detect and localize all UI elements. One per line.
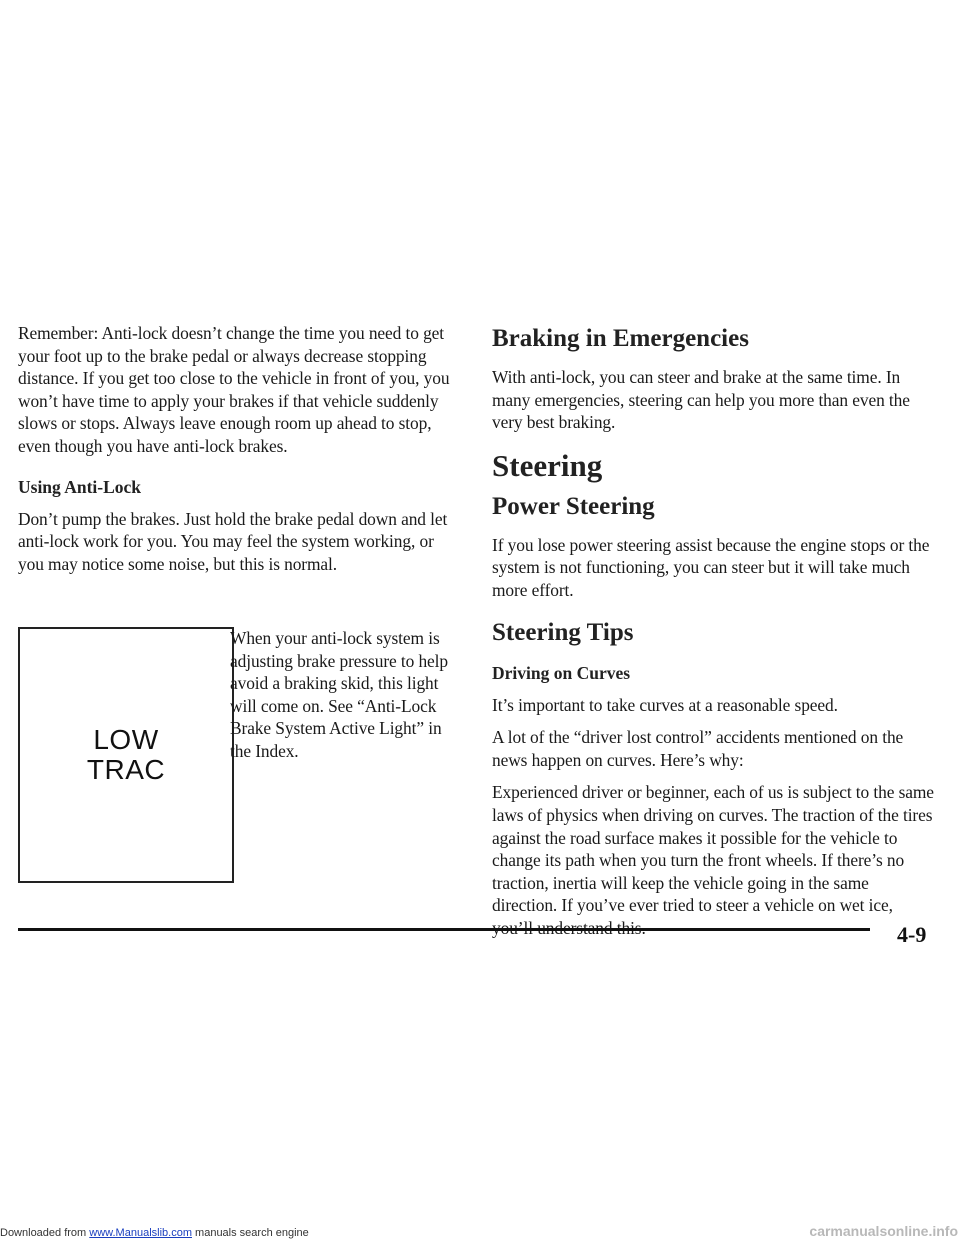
steering-tips-heading: Steering Tips	[492, 618, 634, 646]
steering-heading: Steering	[492, 447, 603, 483]
driving-on-curves-heading: Driving on Curves	[492, 662, 631, 683]
low-trac-indicator-light	[18, 627, 234, 883]
power-steering-heading: Power Steering	[492, 492, 655, 520]
curves-paragraph-3: Experienced driver or beginner, each of us is subject to the same laws of physics when driving on curves. The traction of the tires against the road surface makes it possible for the vehicle to change its path when you turn the front wheels. If there’s no traction, inertia will keep the vehicle going in the same direction. If you’ve ever tried to steer a vehicle on wet ice,	[492, 782, 934, 916]
indicator-line-2: TRAC	[86, 754, 166, 785]
dont-pump-paragraph: Don’t pump the brakes. Just hold the brake pedal down and let anti-lock work for you. You may feel the system working, or you may notice some noise, but this is normal.	[18, 508, 448, 574]
indicator-line-1: LOW	[93, 724, 159, 755]
manualslib-link[interactable]: www.Manualslib.com	[89, 1227, 192, 1239]
indicator-description: When your anti-lock system is adjusting brake pressure to help avoid a braking skid, this light will come on. See “Anti-Lock Brake System Active Light” in the Index.	[230, 628, 448, 761]
remember-paragraph: Remember: Anti-lock doesn’t change the time you need to get your foot up to the brake pedal or always decrease stopping distance. If you get too close to the vehicle in front of you, you won’t have time to apply your brakes if that vehicle suddenly slows or stops. Always leave enough room up ahead to stop, even though you have anti-lock brakes.	[18, 323, 450, 456]
download-footer	[0, 1226, 309, 1240]
left-column	[18, 322, 456, 785]
footer-suffix: manuals search engine	[191, 1227, 309, 1239]
indicator-section	[18, 627, 456, 887]
curves-paragraph-2: A lot of the “driver lost control” accidents mentioned on the news happen on curves. Here’s why:	[492, 727, 904, 770]
right-column	[492, 322, 934, 940]
using-anti-lock-heading: Using Anti-Lock	[18, 476, 142, 497]
page-number: 4-9	[897, 922, 927, 947]
curves-paragraph-1: It’s important to take curves at a reasonable speed.	[492, 694, 838, 715]
power-steering-paragraph: If you lose power steering assist because the engine stops or the system is not functioning, you can steer but it will take much more effort.	[492, 534, 930, 600]
braking-in-emergencies-heading: Braking in Emergencies	[492, 325, 749, 352]
footer-prefix: Downloaded from	[0, 1227, 90, 1239]
braking-paragraph: With anti-lock, you can steer and brake at the same time. In many emergencies, steering can help you more than even the very best braking.	[492, 367, 910, 433]
page-rule	[18, 928, 870, 931]
watermark: carmanualsonline.info	[809, 1223, 958, 1239]
